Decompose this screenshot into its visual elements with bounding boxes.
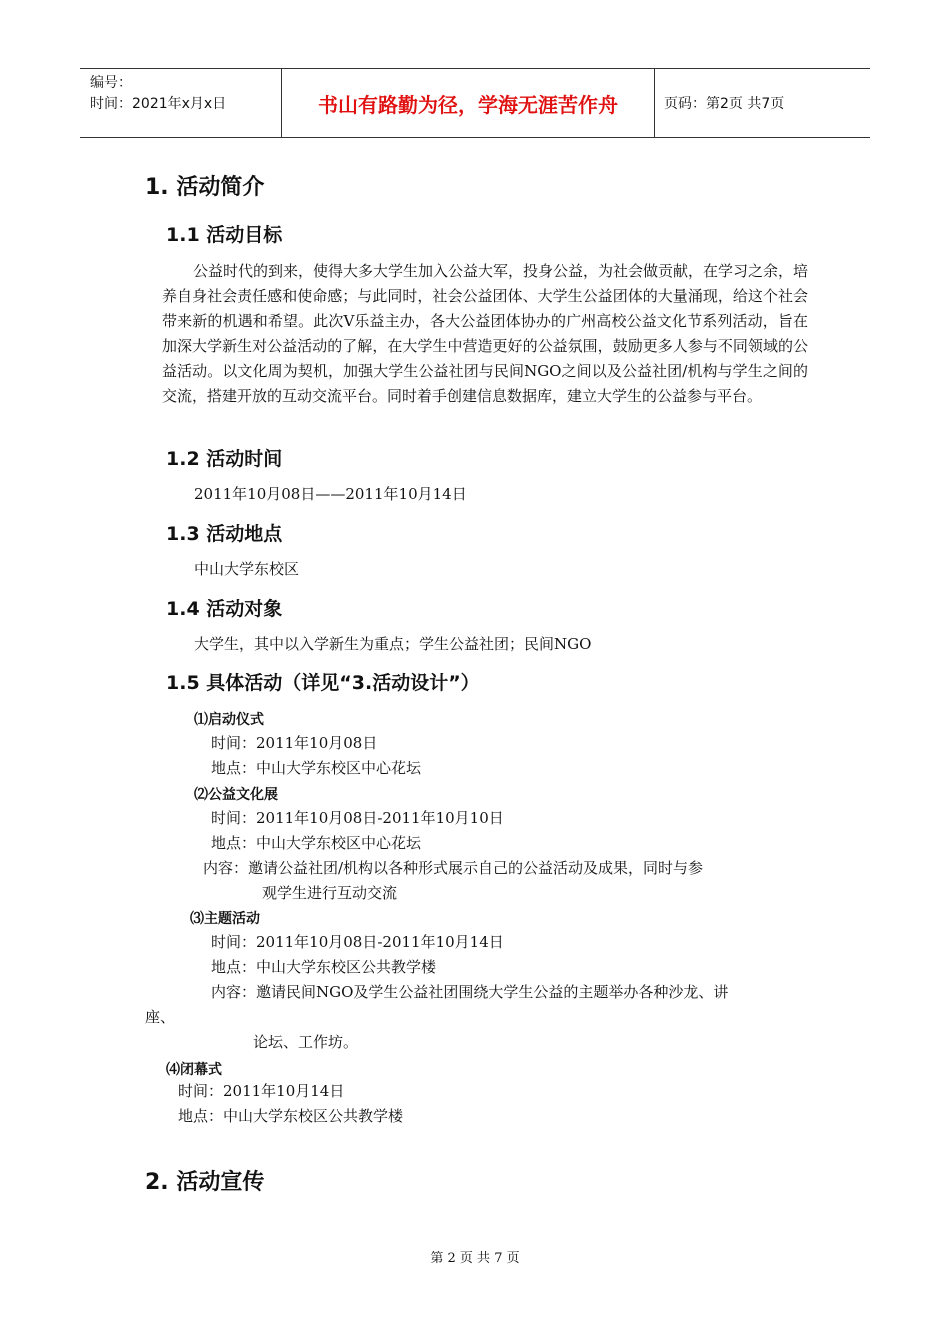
- activity-1-place: 地点：中山大学东校区中心花坛: [211, 759, 422, 777]
- section-1-5-title: 1.5 具体活动（详见“3.活动设计”）: [166, 672, 480, 694]
- activity-2-content-2: 观学生进行互动交流: [262, 884, 398, 902]
- activity-3-title: ⑶主题活动: [190, 911, 260, 927]
- section-1-2-title: 1.2 活动时间: [166, 448, 283, 470]
- activity-4-place: 地点：中山大学东校区公共教学楼: [178, 1107, 404, 1125]
- activity-2-place: 地点：中山大学东校区中心花坛: [211, 834, 422, 852]
- activity-4-time: 时间：2011年10月14日: [178, 1082, 345, 1100]
- section-1-1-title: 1.1 活动目标: [166, 224, 283, 246]
- activity-2-content-1: 内容：邀请公益社团/机构以各种形式展示自己的公益活动及成果，同时与参: [203, 859, 704, 877]
- activity-3-content-1: 内容：邀请民间NGO及学生公益社团围绕大学生公益的主题举办各种沙龙、讲: [211, 983, 729, 1001]
- page-header: [80, 68, 870, 138]
- section-1-4-title: 1.4 活动对象: [166, 598, 283, 620]
- activity-3-place: 地点：中山大学东校区公共教学楼: [211, 958, 437, 976]
- section-1-4-text: 大学生，其中以入学新生为重点；学生公益社团；民间NGO: [194, 635, 592, 653]
- section-1-title: 1. 活动简介: [145, 175, 265, 200]
- section-1-3-text: 中山大学东校区: [194, 560, 300, 578]
- header-motto: 书山有路勤为径，学海无涯苦作舟: [282, 69, 655, 137]
- section-1-1-text: 公益时代的到来，使得大多大学生加入公益大军，投身公益，为社会做贡献，在学习之余，培养自身社会责任感和使命感；与此同时，社会公益团体、大学生公益团体的大量涌现，给这个社会带来新的机遇和希望。此次V乐益主办，各大公益团体协办的广州高校公益文化节系列活动，旨在加深大学新生对公益活动的了解，在大学生中营造更好的公益氛围，鼓励更多人参与不同领域的公益活动。以文化周为契机，加强大学生公益社团与民间NGO之间以及公益社团/机构与学生之间的交流，搭建开放的互动交流平台。同时着手创建信息数据库，建立大学生的公益参与平台。: [162, 262, 809, 405]
- page-footer: 第 2 页 共 7 页: [430, 1251, 520, 1266]
- activity-3-content-2: 座、: [145, 1008, 176, 1026]
- header-page-label: 页码：第2页 共7页: [664, 96, 785, 112]
- activity-1-title: ⑴启动仪式: [194, 712, 264, 728]
- section-1-3-title: 1.3 活动地点: [166, 523, 283, 545]
- activity-2-time: 时间：2011年10月08日-2011年10月10日: [211, 809, 504, 827]
- activity-1-time: 时间：2011年10月08日: [211, 734, 378, 752]
- activity-3-time: 时间：2011年10月08日-2011年10月14日: [211, 933, 504, 951]
- activity-4-title: ⑷闭幕式: [166, 1062, 222, 1078]
- section-2-title: 2. 活动宣传: [145, 1170, 265, 1195]
- section-1-2-text: 2011年10月08日——2011年10月14日: [194, 485, 467, 503]
- date-label: 时间：2021年x月x日: [90, 96, 227, 112]
- header-meta: [80, 69, 282, 137]
- activity-3-content-3: 论坛、工作坊。: [253, 1033, 359, 1051]
- activity-2-title: ⑵公益文化展: [194, 787, 278, 803]
- number-label: 编号：: [90, 75, 132, 91]
